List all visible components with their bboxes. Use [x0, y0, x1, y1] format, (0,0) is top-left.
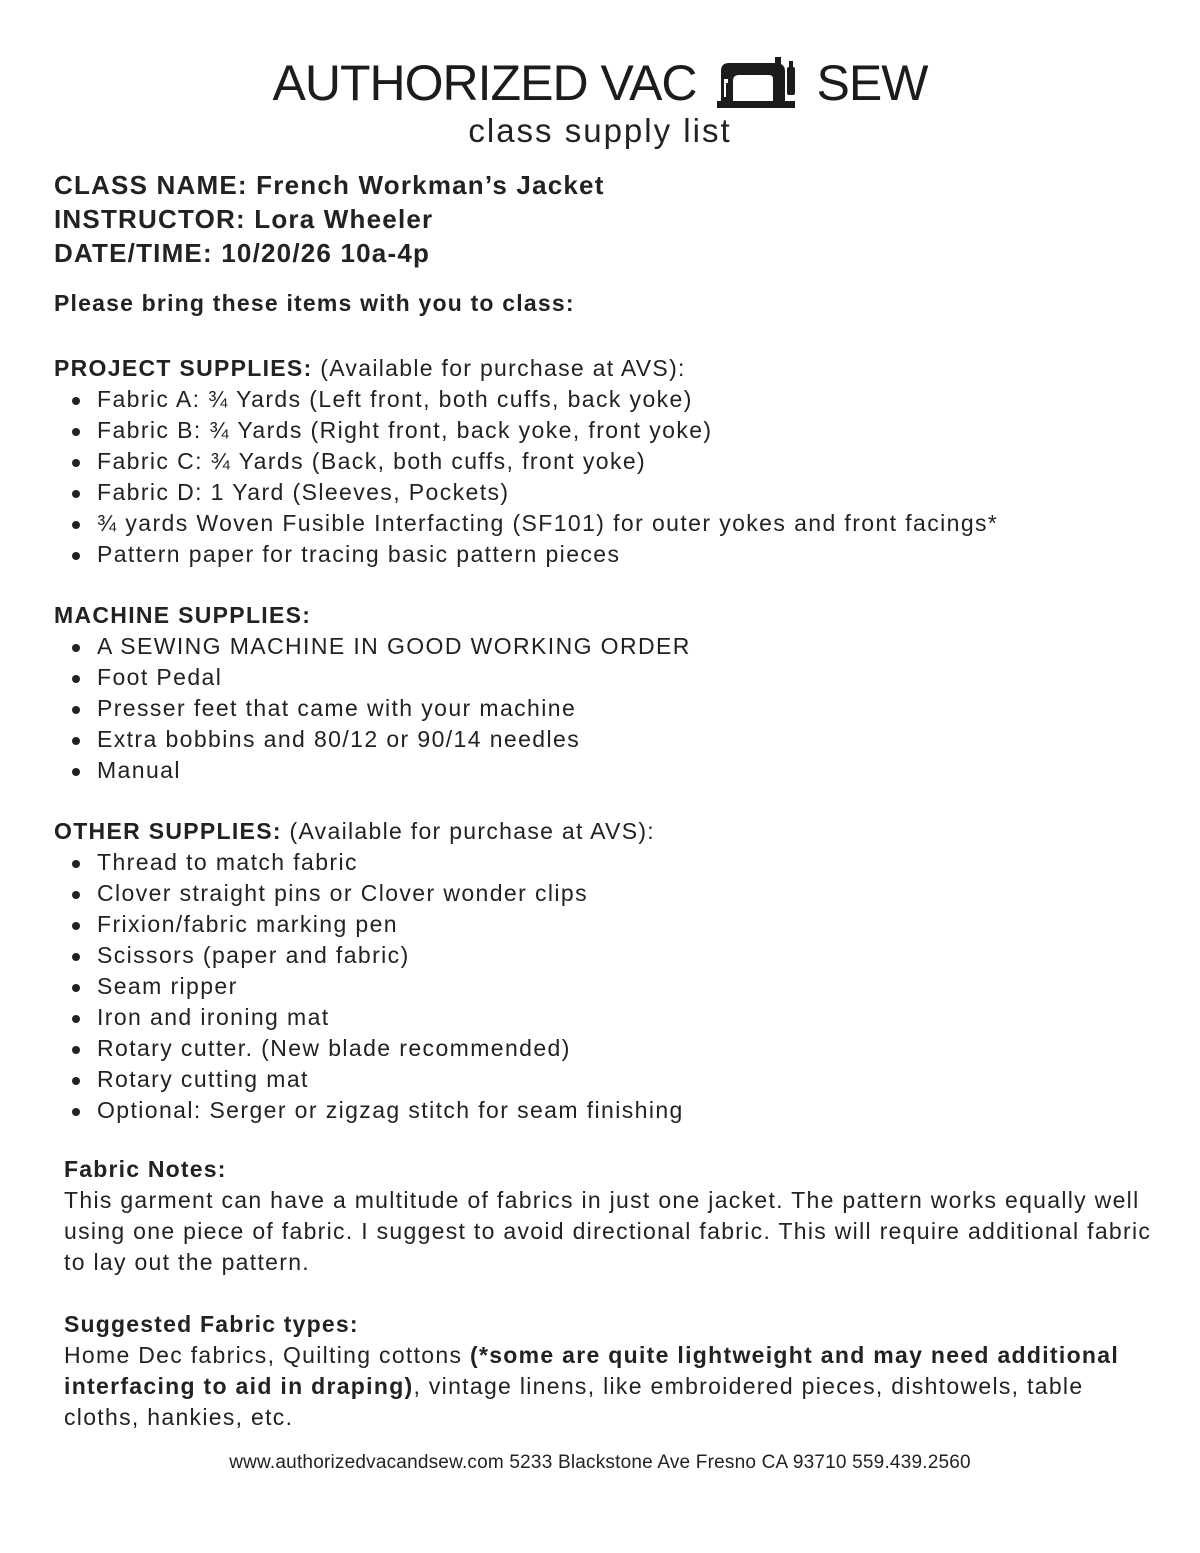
machine-supplies-section [54, 600, 691, 786]
list-item: Seam ripper [54, 971, 684, 1002]
list-item: ¾ yards Woven Fusible Interfacting (SF101) for outer yokes and front facings* [54, 508, 998, 539]
brand-name-left: AUTHORIZED VAC [272, 55, 697, 111]
list-item: Foot Pedal [54, 662, 691, 693]
class-name: CLASS NAME: French Workman’s Jacket [54, 170, 605, 200]
list-item: Fabric B: ¾ Yards (Right front, back yoke, front yoke) [54, 415, 998, 446]
project-supplies-note: (Available for purchase at AVS): [312, 355, 686, 381]
sewing-machine-icon [715, 57, 799, 109]
fabric-notes [64, 1154, 1154, 1278]
suggested-body-start: Home Dec fabrics, Quilting cottons [64, 1342, 470, 1368]
list-item: Rotary cutting mat [54, 1064, 684, 1095]
list-item: Fabric C: ¾ Yards (Back, both cuffs, front yoke) [54, 446, 998, 477]
list-item: Optional: Serger or zigzag stitch for seam finishing [54, 1095, 684, 1126]
brand-name-right: SEW [816, 55, 928, 111]
machine-supplies-list [54, 631, 691, 786]
date-time: DATE/TIME: 10/20/26 10a-4p [54, 238, 431, 268]
suggested-fabrics [64, 1309, 1154, 1433]
intro-text: Please bring these items with you to class: [54, 290, 575, 316]
list-item: Clover straight pins or Clover wonder clips [54, 878, 684, 909]
suggested-fabrics-heading: Suggested Fabric types: [64, 1311, 359, 1337]
other-supplies-heading [54, 816, 684, 847]
list-item: Scissors (paper and fabric) [54, 940, 684, 971]
fabric-notes-heading: Fabric Notes: [64, 1156, 227, 1182]
list-item: Manual [54, 755, 691, 786]
project-supplies-heading [54, 353, 998, 384]
list-item: A SEWING MACHINE IN GOOD WORKING ORDER [54, 631, 691, 662]
suggested-body-end: , vintage linens, like embroidered pieces, dishtowels, table cloths, hankies, etc. [64, 1373, 1084, 1430]
list-item: Extra bobbins and 80/12 or 90/14 needles [54, 724, 691, 755]
other-supplies-list [54, 847, 684, 1126]
logo [0, 52, 1200, 114]
list-item: Thread to match fabric [54, 847, 684, 878]
project-supplies-label: PROJECT SUPPLIES: [54, 355, 313, 381]
machine-supplies-heading [54, 600, 691, 631]
project-supplies-section [54, 353, 998, 570]
list-item: Rotary cutter. (New blade recommended) [54, 1033, 684, 1064]
list-item: Pattern paper for tracing basic pattern pieces [54, 539, 998, 570]
list-item: Presser feet that came with your machine [54, 693, 691, 724]
header [0, 52, 1200, 150]
list-item: Iron and ironing mat [54, 1002, 684, 1033]
project-supplies-list [54, 384, 998, 570]
other-supplies-section [54, 816, 684, 1126]
list-item: Frixion/fabric marking pen [54, 909, 684, 940]
footer-contact: www.authorizedvacandsew.com 5233 Blackstone Ave Fresno CA 93710 559.439.2560 [229, 1452, 971, 1473]
other-supplies-label: OTHER SUPPLIES: [54, 818, 282, 844]
suggested-fabrics-body [64, 1340, 1154, 1433]
machine-supplies-label: MACHINE SUPPLIES: [54, 602, 312, 628]
class-info [54, 168, 605, 270]
list-item: Fabric D: 1 Yard (Sleeves, Pockets) [54, 477, 998, 508]
fabric-notes-body: This garment can have a multitude of fabrics in just one jacket. The pattern works equally well using one piece of fabric. I suggest to avoid directional fabric. This will require additional fabric to lay out the pattern. [64, 1187, 1152, 1275]
instructor: INSTRUCTOR: Lora Wheeler [54, 204, 434, 234]
suggested-body-bold: (*some are quite lightweight and may need additional interfacing to aid in draping) [64, 1342, 1120, 1399]
other-supplies-note: (Available for purchase at AVS): [281, 818, 655, 844]
list-item: Fabric A: ¾ Yards (Left front, both cuffs, back yoke) [54, 384, 998, 415]
subtitle: class supply list [468, 112, 732, 149]
